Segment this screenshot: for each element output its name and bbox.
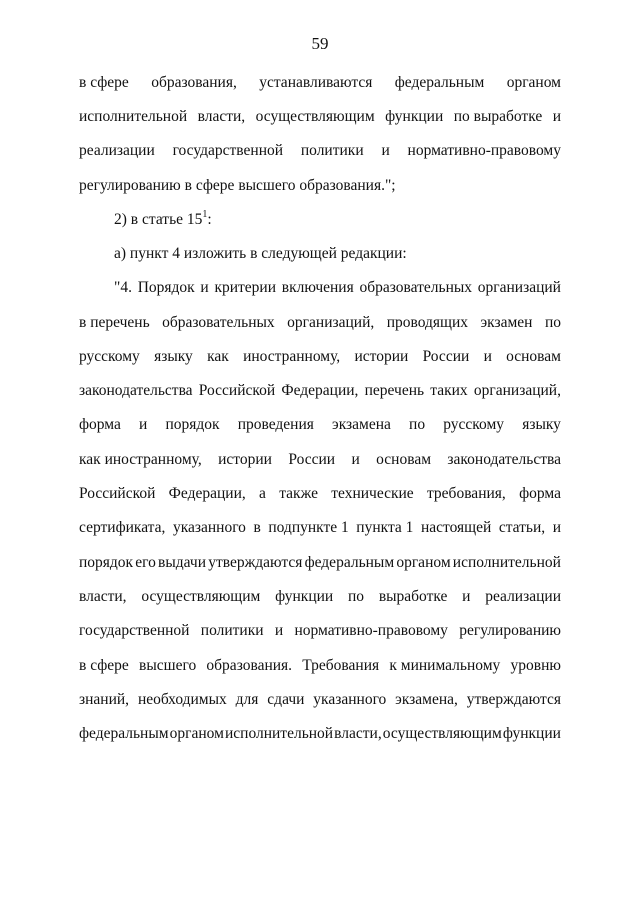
- word: образовательных: [162, 314, 275, 331]
- word: утверждаются: [208, 554, 303, 571]
- word: высшего: [139, 657, 197, 674]
- text-line: [79, 587, 561, 607]
- text-line-article-reference: [114, 210, 561, 230]
- word: Порядок: [137, 279, 195, 296]
- word: по: [409, 416, 426, 433]
- word: и: [552, 108, 561, 125]
- word: таких: [430, 382, 468, 399]
- word: форма: [519, 485, 561, 502]
- word: по: [544, 314, 561, 331]
- word: настоящей: [420, 519, 492, 536]
- word: и: [483, 348, 492, 365]
- text-line: [79, 690, 561, 710]
- word: и: [274, 622, 284, 639]
- word: в сфере: [79, 657, 129, 674]
- word: Требования: [302, 657, 380, 674]
- text-line: [79, 141, 561, 161]
- word: уровню: [510, 657, 561, 674]
- word: порядок: [79, 554, 134, 571]
- text-line: [79, 313, 561, 333]
- text-line: [79, 621, 561, 641]
- word: власти,: [197, 108, 246, 125]
- word: основам: [376, 451, 432, 468]
- word: и: [139, 416, 148, 433]
- word: и: [351, 451, 360, 468]
- word: государственной: [79, 622, 190, 639]
- word: осуществляющим: [255, 108, 375, 125]
- word: экзамена: [332, 416, 391, 433]
- word: регулированию: [459, 622, 561, 639]
- word: как: [207, 348, 229, 365]
- text-line: [79, 518, 561, 538]
- text-line: [79, 553, 561, 573]
- word: выдачи: [158, 554, 207, 571]
- word: проводящих: [386, 314, 469, 331]
- word: а: [259, 485, 266, 502]
- word: сдачи: [267, 691, 305, 708]
- word: его: [135, 554, 156, 571]
- text-line: [79, 415, 561, 435]
- word: в перечень: [79, 314, 150, 331]
- word: образования,: [151, 74, 237, 91]
- word: органом: [506, 74, 561, 91]
- word: образовательных: [359, 279, 473, 296]
- word: технические: [331, 485, 414, 502]
- word: по: [348, 588, 365, 605]
- word: организаций,: [287, 314, 375, 331]
- word: и: [462, 588, 471, 605]
- word: осуществляющим: [141, 588, 261, 605]
- word: исполнительной: [79, 108, 188, 125]
- word: Федерации,: [168, 485, 246, 502]
- word: государственной: [172, 142, 284, 159]
- word: и: [200, 279, 209, 296]
- word: реализации: [79, 142, 155, 159]
- word: пункта 1: [356, 519, 414, 536]
- word: перечень: [364, 382, 425, 399]
- word: России: [288, 451, 336, 468]
- word: к минимальному: [389, 657, 501, 674]
- word: истории: [354, 348, 409, 365]
- line-text: :: [207, 211, 212, 228]
- word: русскому: [79, 348, 140, 365]
- word: выработке: [378, 588, 448, 605]
- word: экзамена,: [395, 691, 458, 708]
- word: статьи,: [498, 519, 546, 536]
- word: "4.: [114, 279, 132, 296]
- word: осуществляющим: [382, 725, 502, 742]
- word: и: [381, 142, 390, 159]
- word: Российской: [198, 382, 276, 399]
- word: как иностранному,: [79, 451, 202, 468]
- word: организаций: [477, 279, 561, 296]
- word: по выработке: [453, 108, 543, 125]
- word: и: [552, 519, 561, 536]
- text-line: [79, 73, 561, 93]
- text-line: [79, 656, 561, 676]
- word: в: [253, 519, 261, 536]
- word: организаций,: [473, 382, 561, 399]
- text-line: [79, 724, 561, 744]
- word: русскому: [443, 416, 505, 433]
- word: истории: [218, 451, 272, 468]
- line-text: 2) в статье 15: [114, 211, 203, 228]
- word: порядок: [165, 416, 220, 433]
- text-line: [79, 450, 561, 470]
- word: власти,: [79, 588, 127, 605]
- text-line: [79, 176, 561, 196]
- word: органом: [169, 725, 224, 742]
- word: федеральным: [304, 554, 395, 571]
- word: образования.: [206, 657, 293, 674]
- word: устанавливаются: [259, 74, 373, 91]
- word: указанного: [313, 691, 387, 708]
- word: функции: [275, 588, 334, 605]
- text-line: [79, 107, 561, 127]
- word: органом: [396, 554, 451, 571]
- word: политики: [200, 622, 264, 639]
- text-line: [114, 278, 561, 298]
- word: необходимых: [137, 691, 227, 708]
- word: утверждаются: [466, 691, 561, 708]
- word: нормативно-правовому: [294, 622, 448, 639]
- word: проведения: [237, 416, 314, 433]
- word: России: [422, 348, 470, 365]
- word: исполнительной: [452, 554, 561, 571]
- word: функции: [385, 108, 444, 125]
- line-text: а) пункт 4 изложить в следующей редакции:: [114, 245, 407, 262]
- line-text: регулированию в сфере высшего образования.";: [79, 177, 396, 194]
- word: законодательства: [447, 451, 561, 468]
- word: Федерации,: [281, 382, 359, 399]
- word: основам: [506, 348, 561, 365]
- word: федеральным: [394, 74, 485, 91]
- text-line: [79, 484, 561, 504]
- word: нормативно-правовому: [407, 142, 561, 159]
- word: реализации: [485, 588, 561, 605]
- word: экзамен: [480, 314, 533, 331]
- word: также: [279, 485, 318, 502]
- text-line: [79, 381, 561, 401]
- word: федеральным: [79, 725, 169, 742]
- word: языку: [522, 416, 561, 433]
- word: языку: [154, 348, 193, 365]
- text-line: [114, 244, 561, 264]
- word: в сфере: [79, 74, 129, 91]
- word: требования,: [426, 485, 506, 502]
- word: исполнительной: [224, 725, 334, 742]
- word: знаний,: [79, 691, 130, 708]
- word: включения: [281, 279, 354, 296]
- word: для: [235, 691, 259, 708]
- word: политики: [300, 142, 364, 159]
- text-line: [79, 347, 561, 367]
- word: сертификата,: [79, 519, 166, 536]
- page-number: 59: [311, 34, 329, 53]
- word: указанного: [172, 519, 246, 536]
- word: Российской: [79, 485, 156, 502]
- word: иностранному,: [243, 348, 341, 365]
- word: функции: [502, 725, 561, 742]
- word: критерии: [214, 279, 277, 296]
- superscript: 1: [202, 208, 208, 220]
- word: законодательства: [79, 382, 193, 399]
- word: власти,: [334, 725, 382, 742]
- word: подпункте 1: [268, 519, 349, 536]
- word: форма: [79, 416, 121, 433]
